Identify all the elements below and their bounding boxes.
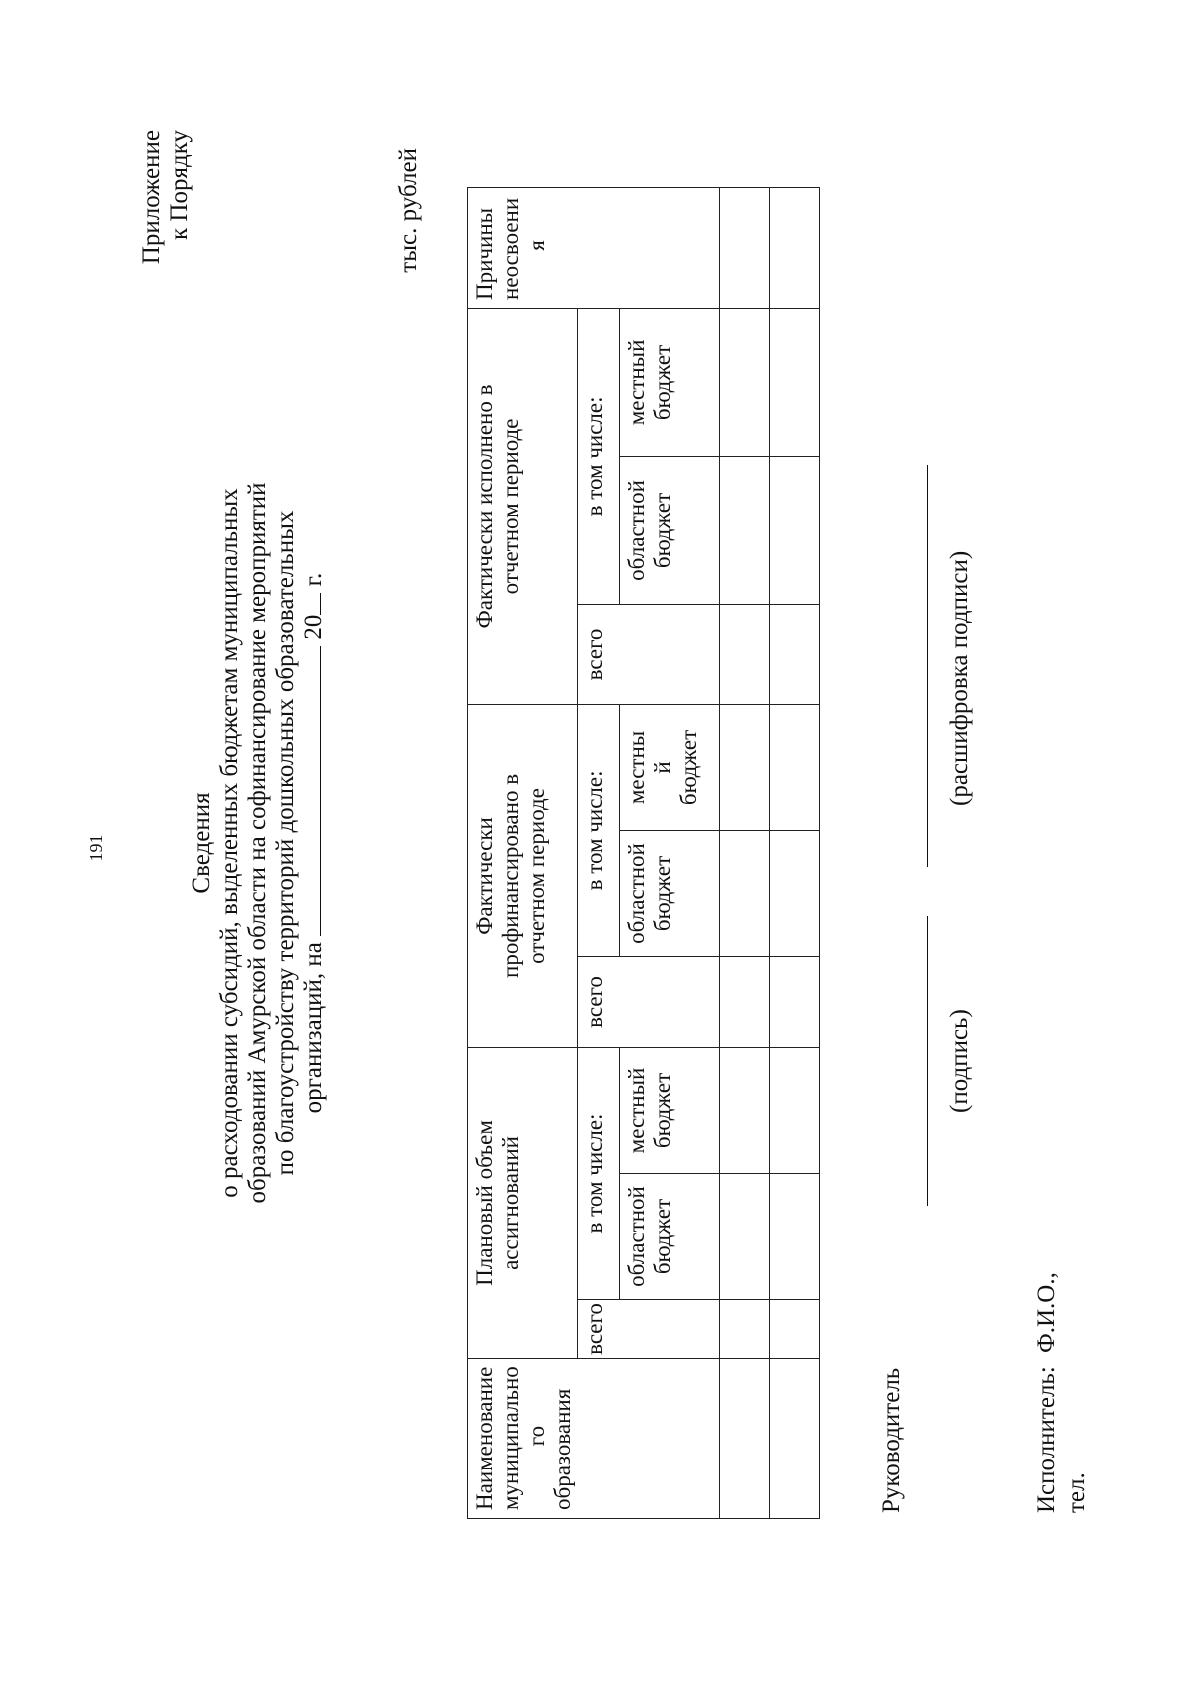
header-planned-total: всего	[578, 1300, 720, 1359]
header-financed-regional: областной бюджет	[620, 830, 720, 956]
phone-label: тел.	[1063, 1472, 1090, 1513]
header-row-subgroups	[578, 187, 620, 1518]
title-line-4	[300, 293, 328, 1393]
appendix-note	[138, 130, 194, 264]
header-financed: Фактически профинансировано в отчетном периоде	[468, 704, 578, 1047]
header-reasons: Причины неосвоени я	[468, 187, 720, 308]
signature-line	[927, 916, 928, 1206]
appendix-line-2: к Порядку	[166, 130, 193, 240]
executor-name: Ф.И.О.,	[1033, 1272, 1060, 1353]
header-planned-regional: областной бюджет	[620, 1174, 720, 1300]
header-executed: Фактически исполнено в отчетном периоде	[468, 308, 578, 704]
header-planned: Плановый объем ассигнований	[468, 1047, 578, 1358]
table-row	[770, 187, 820, 1518]
year-prefix: 20	[300, 614, 327, 640]
signature-caption: (подпись)	[946, 1009, 973, 1113]
decoding-line	[927, 465, 928, 867]
header-executed-local: местный бюджет	[620, 308, 720, 456]
title-heading: Сведения	[188, 792, 215, 894]
title-line-1: о расходовании субсидий, выделенных бюджетам муниципальных	[216, 488, 243, 1198]
header-financed-local: местны й бюджет	[620, 704, 720, 830]
page-number: 191	[86, 834, 106, 862]
header-planned-including: в том числе:	[578, 1047, 620, 1299]
table-row	[720, 187, 770, 1518]
header-row-groups	[468, 187, 578, 1518]
header-municipality: Наименование муниципально го образования	[468, 1359, 720, 1519]
year-blank	[300, 593, 321, 615]
header-executed-regional: областной бюджет	[620, 456, 720, 604]
title-line-3: по благоустройству территорий дошкольных образовательных	[272, 510, 299, 1176]
document-title	[188, 293, 328, 1393]
appendix-line-1: Приложение	[138, 130, 165, 265]
header-financed-including: в том числе:	[578, 704, 620, 956]
header-planned-local: местный бюджет	[620, 1047, 720, 1173]
date-prefix: организаций, на	[300, 942, 327, 1114]
head-label: Руководитель	[878, 1367, 905, 1513]
year-suffix: г.	[300, 572, 327, 587]
decoding-caption: (расшифровка подписи)	[946, 550, 973, 806]
header-executed-including: в том числе:	[578, 308, 620, 604]
date-blank	[300, 646, 321, 936]
executor-label: Исполнитель:	[1033, 1366, 1060, 1513]
title-line-2: образований Амурской области на софинансирование мероприятий	[244, 482, 271, 1204]
units-label: тыс. рублей	[395, 148, 422, 273]
header-financed-total: всего	[578, 956, 720, 1047]
header-executed-total: всего	[578, 604, 720, 704]
report-table	[467, 187, 820, 1519]
